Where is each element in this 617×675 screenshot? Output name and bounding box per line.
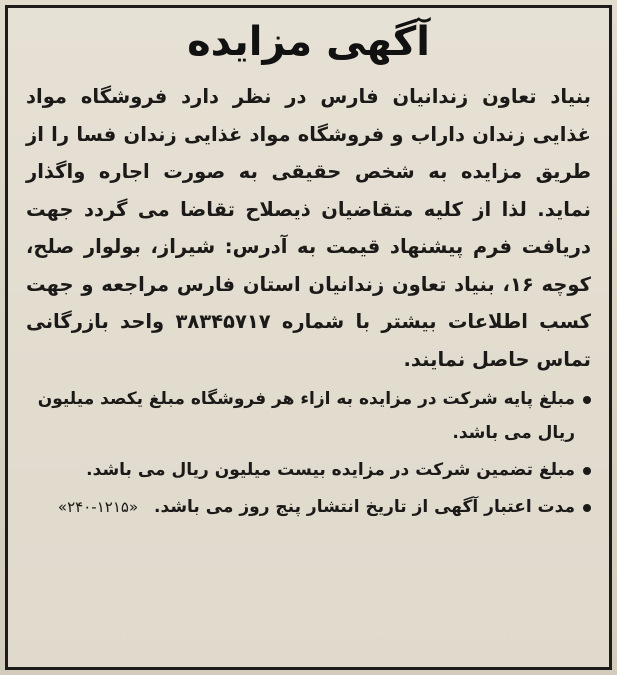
- condition-text: مبلغ تضمین شرکت در مزایده بیست میلیون ریال می باشد.: [86, 460, 575, 480]
- ad-title: آگهی مزایده: [187, 19, 430, 65]
- condition-item-guarantee: [26, 453, 591, 487]
- condition-text: مبلغ پایه شرکت در مزایده به ازاء هر فروشگاه مبلغ یکصد میلیون ریال می باشد.: [37, 389, 575, 443]
- conditions-list: [26, 382, 591, 524]
- condition-item-base-price: [26, 382, 591, 450]
- condition-item-validity: [26, 490, 591, 524]
- condition-text: مدت اعتبار آگهی از تاریخ انتشار پنج روز می باشد.: [154, 497, 575, 517]
- ad-code: «۱۲۱۵-۲۴۰»: [57, 498, 139, 516]
- ad-body-paragraph: بنیاد تعاون زندانیان فارس در نظر دارد فروشگاه مواد غذایی زندان داراب و فروشگاه مواد غذایی زندان فسا را از طریق مزایده به شخص حقیقی به صورت اجاره واگذار نماید. لذا از کلیه متقاضیان ذیصلاح تقاضا می گردد جهت دریافت فرم پیشنهاد قیمت به آدرس: شیراز، بولوار صلح، کوچه ۱۶، بنیاد تعاون زندانیان استان فارس مراجعه و جهت کسب اطلاعات بیشتر با شماره ۳۸۳۴۵۷۱۷ واحد بازرگانی تماس حاصل نمایند.: [26, 85, 592, 371]
- bullet-icon: [583, 396, 591, 404]
- bullet-icon: [583, 467, 591, 475]
- bullet-icon: [583, 504, 591, 512]
- ad-border-box: [5, 5, 612, 670]
